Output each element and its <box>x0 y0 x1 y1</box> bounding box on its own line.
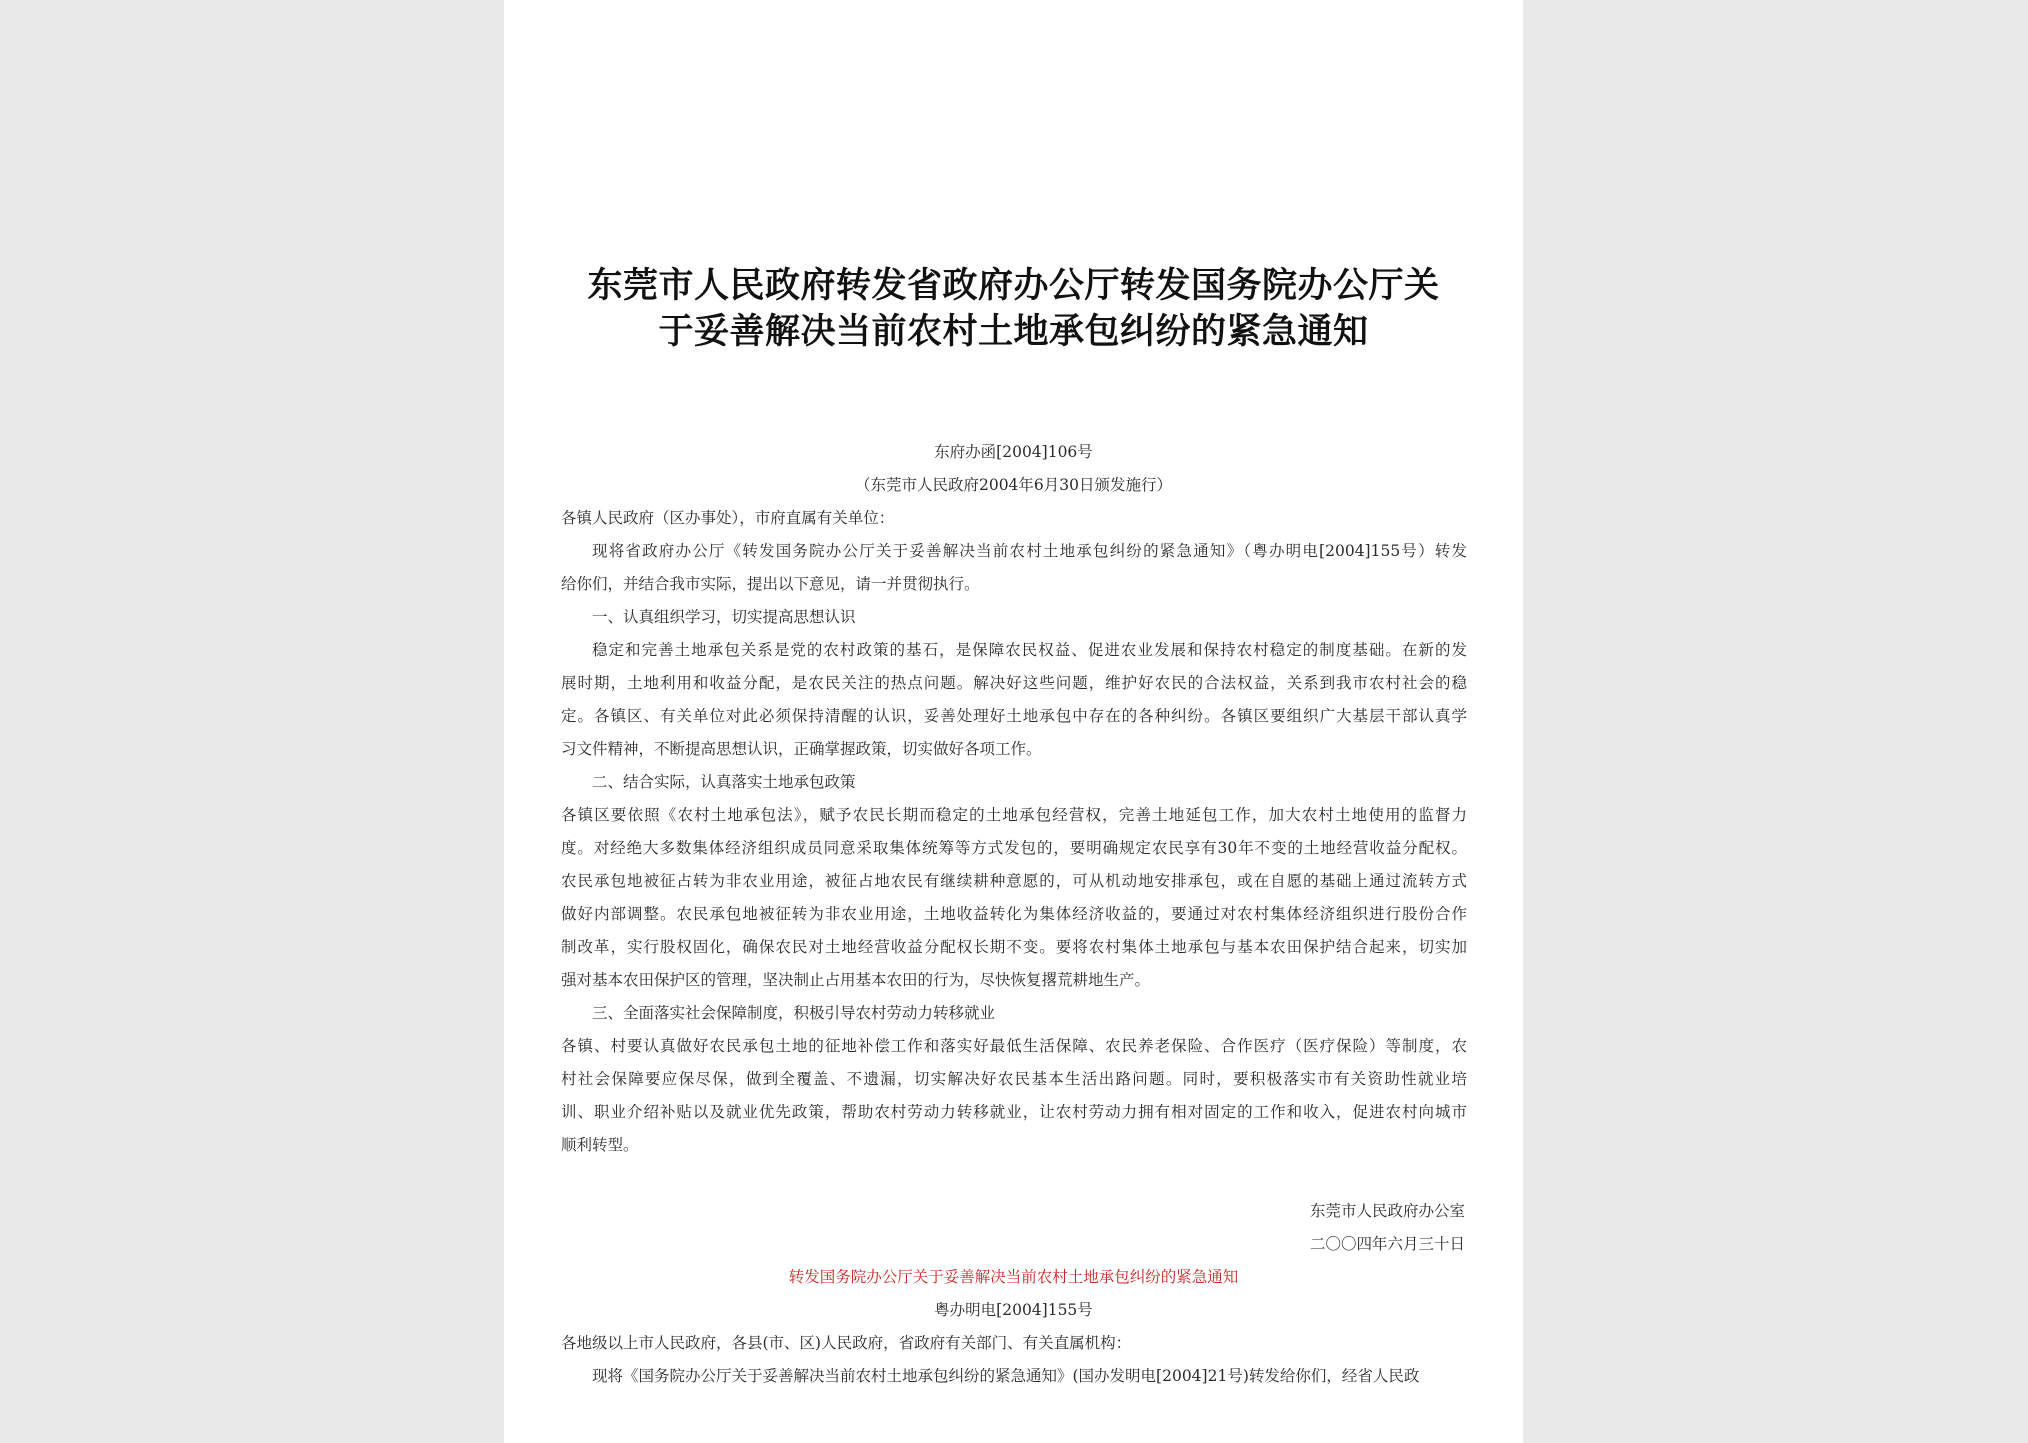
section-3-paragraph-line: 村社会保障要应保尽保，做到全覆盖、不遗漏，切实解决好农民基本生活出路问题。同时，要积极落实市有关资助性就业培 <box>561 1070 1467 1088</box>
signature-organization: 东莞市人民政府办公室 <box>1309 1202 1465 1220</box>
section-3-paragraph-line: 训、职业介绍补贴以及就业优先政策，帮助农村劳动力转移就业，让农村劳动力拥有相对固定的工作和收入，促进农村向城市 <box>561 1103 1467 1121</box>
issue-note: （东莞市人民政府2004年6月30日颁发施行） <box>854 476 1173 494</box>
document-page <box>504 0 1523 1443</box>
section-2-paragraph-line: 强对基本农田保护区的管理，坚决制止占用基本农田的行为，尽快恢复撂荒耕地生产。 <box>561 971 1151 989</box>
signature-date: 二〇〇四年六月三十日 <box>1309 1235 1465 1253</box>
section-1-paragraph-line: 稳定和完善土地承包关系是党的农村政策的基石，是保障农民权益、促进农业发展和保持农村稳定的制度基础。在新的发 <box>592 641 1467 659</box>
section-2-paragraph-line: 农民承包地被征占转为非农业用途，被征占地农民有继续耕种意愿的，可从机动地安排承包，或在自愿的基础上通过流转方式 <box>561 872 1467 890</box>
section-2-paragraph-line: 各镇区要依照《农村土地承包法》，赋予农民长期而稳定的土地承包经营权，完善土地延包工作，加大农村土地使用的监督力 <box>561 806 1467 824</box>
document-number: 东府办函[2004]106号 <box>934 443 1093 461</box>
section-1-paragraph-line: 展时期，土地利用和收益分配，是农民关注的热点问题。解决好这些问题，维护好农民的合法权益，关系到我市农村社会的稳 <box>561 674 1467 692</box>
section-1-paragraph-line: 定。各镇区、有关单位对此必须保持清醒的认识，妥善处理好土地承包中存在的各种纠纷。各镇区要组织广大基层干部认真学 <box>561 707 1467 725</box>
attached-notice-intro: 现将《国务院办公厅关于妥善解决当前农村土地承包纠纷的紧急通知》(国办发明电[2004]21号)转发给你们，经省人民政 <box>592 1367 1420 1385</box>
attached-notice-number: 粤办明电[2004]155号 <box>934 1301 1093 1319</box>
section-heading-2: 二、结合实际，认真落实土地承包政策 <box>592 773 856 791</box>
intro-paragraph-line: 现将省政府办公厅《转发国务院办公厅关于妥善解决当前农村土地承包纠纷的紧急通知》（粤办明电[2004]155号）转发 <box>592 542 1467 560</box>
document-title-line-1: 东莞市人民政府转发省政府办公厅转发国务院办公厅关 <box>587 266 1440 306</box>
intro-paragraph-line: 给你们，并结合我市实际，提出以下意见，请一并贯彻执行。 <box>561 575 980 593</box>
section-3-paragraph-line: 顺利转型。 <box>561 1136 639 1154</box>
section-heading-3: 三、全面落实社会保障制度，积极引导农村劳动力转移就业 <box>592 1004 996 1022</box>
section-heading-1: 一、认真组织学习，切实提高思想认识 <box>592 608 856 626</box>
document-title-line-2: 于妥善解决当前农村土地承包纠纷的紧急通知 <box>658 312 1369 352</box>
section-2-paragraph-line: 制改革，实行股权固化，确保农民对土地经营收益分配权长期不变。要将农村集体土地承包与基本农田保护结合起来，切实加 <box>561 938 1467 956</box>
addressee: 各镇人民政府（区办事处），市府直属有关单位： <box>561 509 895 527</box>
section-1-paragraph-line: 习文件精神，不断提高思想认识，正确掌握政策，切实做好各项工作。 <box>561 740 1042 758</box>
attached-notice-addressee: 各地级以上市人民政府，各县(市、区)人民政府，省政府有关部门、有关直属机构： <box>561 1334 1132 1352</box>
section-2-paragraph-line: 度。对经绝大多数集体经济组织成员同意采取集体统筹等方式发包的，要明确规定农民享有30年不变的土地经营收益分配权。 <box>561 839 1467 857</box>
attached-notice-title: 转发国务院办公厅关于妥善解决当前农村土地承包纠纷的紧急通知 <box>788 1268 1239 1286</box>
section-3-paragraph-line: 各镇、村要认真做好农民承包土地的征地补偿工作和落实好最低生活保障、农民养老保险、合作医疗（医疗保险）等制度，农 <box>561 1037 1467 1055</box>
section-2-paragraph-line: 做好内部调整。农民承包地被征转为非农业用途，土地收益转化为集体经济收益的，要通过对农村集体经济组织进行股份合作 <box>561 905 1467 923</box>
